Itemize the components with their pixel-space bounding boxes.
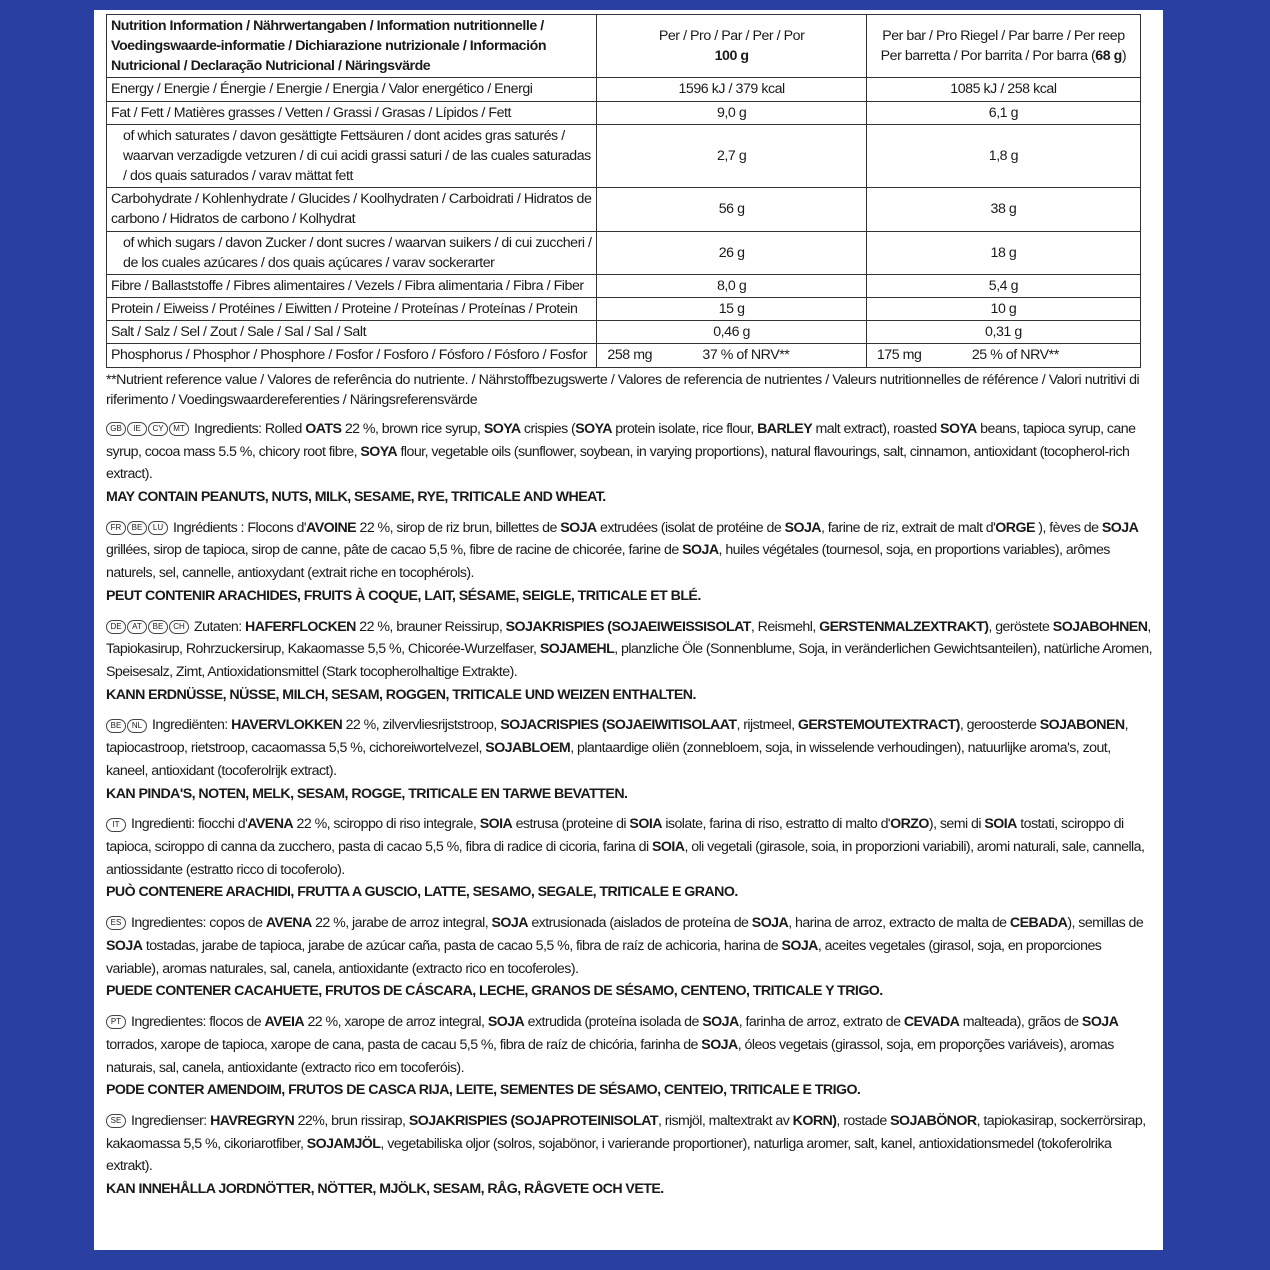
allergen-text: SOJABOHNEN	[1052, 618, 1148, 635]
country-code-icon: PT	[106, 1015, 126, 1029]
allergen-text: SOJAMEHL	[539, 641, 615, 658]
ingredient-text: Zutaten:	[194, 618, 246, 635]
nutrition-table	[106, 14, 1141, 368]
nrv-footnote: **Nutrient reference value / Valores de referência do nutriente. / Nährstoffbezugswerte / Valores de referencia de nutrientes / Valeurs nutritionnelles de référence / Valori nutritivi di riferimento / Voedingswaardereferenties / Näringsreferensvärde	[106, 371, 1140, 408]
value-per-100g: 26 g	[597, 231, 866, 274]
allergen-text: SOJAKRISPIES (SOJAPROTEINISOLAT	[408, 1112, 658, 1129]
allergen-text: SOJA	[781, 937, 818, 954]
nutrition-row	[107, 124, 1141, 187]
ingredients-block	[106, 1110, 1154, 1201]
allergen-text: HAFERFLOCKEN	[245, 618, 356, 635]
ingredient-text: , farine de riz, extrait de malt d'	[821, 519, 996, 536]
allergen-text: SOYA	[360, 443, 398, 460]
allergen-text: SOJABÖNOR	[890, 1112, 977, 1129]
country-code-icon: FR	[106, 521, 126, 535]
allergen-text: OATS	[305, 420, 342, 437]
allergen-text: SOYA	[575, 420, 612, 437]
header-title: Nutrition Information / Nährwertangaben / Information nutritionnelle / Voedingswaarde-informatie / Dichiarazione nutrizionale / Información Nutricional / Declaração Nutricional / Näringsvärde	[111, 18, 547, 75]
country-code-icon: DE	[106, 620, 126, 634]
ingredient-text: tostati, sciroppo di tapioca, sciroppo di canna da zucchero, pasta di cacao 5,5 %, fibra di radice di cicoria, farina di	[106, 816, 1124, 856]
allergen-warning: PODE CONTER AMENDOIM, FRUTOS DE CASCA RIJA, LEITE, SEMENTES DE SÉSAMO, CENTEIO, TRITICALE E TRIGO.	[106, 1082, 861, 1099]
allergen-text: SOJA	[1101, 519, 1139, 536]
value-per-bar: 5,4 g	[866, 274, 1140, 297]
nutrition-row	[107, 101, 1141, 124]
ingredient-text: , tapiocastroop, rietstroop, cacaomassa 5,5 %, cichoreiwortelvezel,	[106, 717, 1129, 757]
allergen-text: CEBADA	[1009, 915, 1068, 932]
ingredient-text: , huiles végétales (tournesol, soja, en proportions variables), arômes naturels, sel, cannelle, antioxydant (extrait riche en tocophérols).	[106, 542, 1110, 582]
ingredient-text: , Reismehl,	[750, 618, 820, 635]
allergen-text: SOJACRISPIES (SOJAEIWITISOLAAT	[500, 717, 737, 734]
ingredient-text: , geröstete	[988, 618, 1053, 635]
ingredient-text: tostadas, jarabe de tapioca, jarabe de azúcar caña, pasta de cacao 5,5 %, fibra de raíz de achicoria, harina de	[142, 937, 782, 954]
allergen-text: ORZO	[890, 816, 929, 833]
value-per-bar: 6,1 g	[866, 101, 1140, 124]
ingredient-text: torrados, xarope de tapioca, xarope de cana, pasta de cacau 5,5 %, fibra de raíz de chicória, farinha de	[106, 1036, 702, 1053]
ingredient-text: extrudida (proteína isolada de	[524, 1014, 703, 1031]
phosphorus-nrv-bar: 25 % of NRV**	[971, 347, 1059, 364]
ingredient-text: , farinha de arroz, extrato de	[738, 1014, 904, 1031]
allergen-text: KORN)	[792, 1112, 837, 1129]
allergen-text: GERSTEMOUTEXTRACT)	[797, 717, 960, 734]
allergen-text: SOJA	[487, 1014, 525, 1031]
allergen-text: GERSTENMALZEXTRAKT)	[819, 618, 989, 635]
allergen-text: SOJA	[560, 519, 597, 536]
allergen-text: SOJA	[701, 1036, 738, 1053]
allergen-warning: PUÒ CONTENERE ARACHIDI, FRUTTA A GUSCIO, LATTE, SESAMO, SEGALE, TRITICALE E GRANO.	[106, 884, 738, 901]
allergen-warning: PEUT CONTENIR ARACHIDES, FRUITS À COQUE, LAIT, SÉSAME, SEIGLE, TRITICALE ET BLÉ.	[106, 587, 701, 604]
label-content	[106, 14, 1154, 1201]
allergen-text: HAVERVLOKKEN	[231, 717, 343, 734]
ingredient-text: 22 %, brauner Reissirup,	[355, 618, 506, 635]
value-per-bar: 1085 kJ / 258 kcal	[866, 78, 1140, 101]
country-codes	[106, 813, 127, 836]
ingredient-text: Ingredientes: flocos de	[131, 1014, 265, 1031]
ingredient-text: , vegetabiliska oljor (solros, sojabönor, i varierande proportioner), naturliga aromer, salt, kanel, antioxidationsmedel (tokoferolrika extrakt).	[106, 1135, 1112, 1175]
ingredient-text: 22 %, jarabe de arroz integral,	[311, 915, 492, 932]
ingredient-text: , rostade	[836, 1112, 891, 1129]
ingredient-text: 22%, brun rissirap,	[294, 1112, 409, 1129]
ingredient-text: 22 %, sirop de riz brun, billettes de	[356, 519, 561, 536]
country-codes	[106, 912, 127, 935]
country-code-icon: ES	[106, 916, 126, 930]
allergen-text: HAVREGRYN	[210, 1112, 295, 1129]
allergen-text: SOYA	[940, 420, 977, 437]
header-per-bar-end: )	[1121, 48, 1127, 65]
value-per-100g: 0,46 g	[597, 321, 866, 344]
allergen-text: SOIA	[629, 816, 662, 833]
allergen-text: SOJAKRISPIES (SOJAEIWEISSISOLAT	[505, 618, 751, 635]
nutrition-row	[107, 274, 1141, 297]
value-per-bar: 18 g	[866, 231, 1140, 274]
country-code-icon: BE	[106, 719, 126, 733]
ingredient-text: extrusionada (aislados de proteína de	[527, 915, 752, 932]
country-code-icon: BE	[127, 521, 147, 535]
ingredients-block	[106, 616, 1154, 707]
allergen-text: AVENA	[265, 915, 312, 932]
ingredient-text: , geroosterde	[959, 717, 1040, 734]
ingredient-text: extrudées (isolat de protéine de	[596, 519, 785, 536]
ingredient-text: Ingredienti: fiocchi d'	[131, 816, 248, 833]
ingredient-text: , rismjöl, maltextrakt av	[657, 1112, 793, 1129]
country-code-icon: IT	[106, 818, 126, 832]
value-per-bar: 38 g	[866, 188, 1140, 231]
ingredient-text: Ingredienser:	[131, 1112, 211, 1129]
country-code-icon: GB	[106, 422, 126, 436]
value-per-100g: 1596 kJ / 379 kcal	[597, 78, 866, 101]
ingredient-text: , rijstmeel,	[736, 717, 798, 734]
table-header-row	[107, 15, 1141, 78]
nutrition-row	[107, 298, 1141, 321]
allergen-text: SOJA	[784, 519, 821, 536]
allergen-text: SOYA	[483, 420, 521, 437]
header-per-bar-text: Per bar / Pro Riegel / Par barre / Per reep Per barretta / Por barrita / Por barra (	[880, 28, 1125, 65]
header-per-bar-weight: 68 g	[1095, 48, 1122, 65]
ingredient-text: estrusa (proteine di	[512, 816, 630, 833]
ingredient-text: , planzliche Öle (Sonnenblume, Soja, in veränderlichen Gewichtsanteilen), natürliche Aromen, Speisesalz, Zimt, Antioxidationsmittel (Stark tocopherolhaltige Extrakte).	[106, 641, 1152, 680]
country-code-icon: NL	[127, 719, 147, 733]
country-code-icon: AT	[127, 620, 147, 634]
allergen-text: AVEIA	[264, 1014, 305, 1031]
allergen-text: SOJA	[1081, 1014, 1119, 1031]
allergen-warning: PUEDE CONTENER CACAHUETE, FRUTOS DE CÁSCARA, LECHE, GRANOS DE SÉSAMO, CENTENO, TRITICALE Y TRIGO.	[106, 983, 883, 1000]
allergen-warning: KAN PINDA'S, NOTEN, MELK, SESAM, ROGGE, TRITICALE EN TARWE BEVATTEN.	[106, 785, 628, 802]
ingredient-text: , oli vegetali (girasole, soia, in proporzioni variabili), aromi naturali, sale, cannella, antiossidante (estratto ricco di tocoferolo).	[106, 839, 1145, 878]
value-per-100g: 8,0 g	[597, 274, 866, 297]
country-code-icon: LU	[148, 521, 168, 535]
ingredient-text: protein isolate, rice flour,	[611, 420, 758, 437]
ingredient-text: ), fèves de	[1034, 519, 1102, 536]
ingredient-text: , plantaardige oliën (zonnebloem, soja, in wisselende verhoudingen), natuurlijke aroma's, zout, kaneel, antioxidant (tocoferolrijk extract).	[106, 740, 1111, 779]
value-per-100g: 9,0 g	[597, 101, 866, 124]
value-per-bar: 1,8 g	[866, 124, 1140, 187]
ingredient-text: , aceites vegetales (girasol, soja, en proporciones variable), aromas naturales, sal, canela, antioxidante (extracto rico en tocoferoles).	[106, 937, 1102, 977]
allergen-text: AVOINE	[306, 519, 357, 536]
nutrition-row-phosphorus	[107, 344, 1141, 367]
nutrition-row	[107, 321, 1141, 344]
value-per-100g: 56 g	[597, 188, 866, 231]
country-codes	[106, 517, 169, 540]
label-panel	[94, 10, 1163, 1250]
nutrient-name: of which saturates / davon gesättigte Fettsäuren / dont acides gras saturés / waarvan verzadigde vetzuren / di cui acidi grassi saturi / de las cuales saturadas / dos quais saturados / varav mättat fett	[107, 124, 597, 187]
ingredient-text: crispies (	[520, 420, 576, 437]
nutrition-row	[107, 78, 1141, 101]
value-per-bar	[866, 344, 1140, 367]
header-per-100g-line2: 100 g	[714, 48, 749, 65]
ingredient-text: Ingrediënten:	[152, 717, 232, 734]
country-codes	[106, 714, 148, 737]
nutrition-row	[107, 231, 1141, 274]
allergen-text: AVENA	[247, 816, 294, 833]
allergen-text: SOIA	[479, 816, 513, 833]
ingredients-block	[106, 418, 1154, 509]
value-per-100g: 15 g	[597, 298, 866, 321]
ingredient-text: isolate, farina di riso, estratto di malto d'	[661, 816, 891, 833]
nutrient-name: of which sugars / davon Zucker / dont sucres / waarvan suikers / di cui zuccheri / de los cuales azúcares / dos quais açúcares / varav sockerarter	[107, 231, 597, 274]
allergen-warning: KANN ERDNÜSSE, NÜSSE, MILCH, SESAM, ROGGEN, TRITICALE UND WEIZEN ENTHALTEN.	[106, 686, 696, 703]
allergen-text: SOJA	[491, 915, 528, 932]
ingredients-block	[106, 813, 1154, 904]
country-codes	[106, 616, 190, 639]
country-code-icon: MT	[169, 422, 189, 436]
value-per-100g	[597, 344, 866, 367]
ingredient-text: , Tapiokasirup, Rohrzuckersirup, Kakaomasse 5,5 %, Chicorée-Wurzelfaser,	[106, 618, 1151, 658]
allergen-text: SOJA	[702, 1014, 739, 1031]
nutrient-name: Protein / Eiweiss / Protéines / Eiwitten / Proteine / Proteínas / Proteínas / Protein	[107, 298, 597, 321]
ingredients-block	[106, 912, 1154, 1003]
ingredients-block	[106, 1011, 1154, 1102]
ingredient-text: , harina de arroz, extracto de malta de	[788, 915, 1010, 932]
country-code-icon: BE	[148, 620, 168, 634]
ingredient-text: grillées, sirop de tapioca, sirop de canne, pâte de cacao 5,5 %, fibre de racine de chicorée, farine de	[106, 542, 683, 559]
ingredient-text: 22 %, sciroppo di riso integrale,	[293, 816, 480, 833]
ingredient-text: beans, tapioca syrup, cane syrup, cocoa mass 5.5 %, chicory root fibre,	[106, 420, 1136, 460]
allergen-text: SOJA	[106, 937, 143, 954]
ingredient-text: Ingrédients : Flocons d'	[173, 519, 307, 536]
allergen-text: SOIA	[651, 839, 685, 856]
allergen-warning: MAY CONTAIN PEANUTS, NUTS, MILK, SESAME, RYE, TRITICALE AND WHEAT.	[106, 488, 606, 505]
country-code-icon: CH	[169, 620, 189, 634]
ingredient-text: ), semi di	[928, 816, 985, 833]
nutrient-name: Phosphorus / Phosphor / Phosphore / Fosfor / Fosforo / Fósforo / Fósforo / Fosfor	[107, 344, 597, 367]
value-per-bar: 0,31 g	[866, 321, 1140, 344]
country-codes	[106, 1011, 127, 1034]
allergen-text: CEVADA	[903, 1014, 960, 1031]
allergen-text: SOJA	[682, 542, 719, 559]
nutrient-name: Salt / Salz / Sel / Zout / Sale / Sal / Sal / Salt	[107, 321, 597, 344]
ingredient-text: flour, vegetable oils (sunflower, soybean, in varying proportions), natural flavourings, salt, cinnamon, antioxidant (tocopherol-rich extract).	[106, 443, 1130, 483]
nutrient-name: Fibre / Ballaststoffe / Fibres alimentaires / Vezels / Fibra alimentaria / Fibra / Fiber	[107, 274, 597, 297]
ingredient-text: , óleos vegetais (girassol, soja, em proporções variáveis), aromas naturais, sal, canela, antioxidante (extracto rico em tocoferóis).	[106, 1036, 1114, 1076]
allergen-text: ORGE	[995, 519, 1035, 536]
country-code-icon: IE	[127, 422, 147, 436]
ingredient-text: 22 %, zilvervliesrijststroop,	[342, 717, 501, 734]
nutrition-row	[107, 188, 1141, 231]
ingredient-text: , tapiokasirap, sockerrörsirap, kakaomassa 5,5 %, cikoriarotfiber,	[106, 1112, 1146, 1152]
allergen-text: BARLEY	[757, 420, 813, 437]
ingredient-text: 22 %, brown rice syrup,	[341, 420, 484, 437]
header-name-cell	[107, 15, 597, 78]
country-code-icon: SE	[106, 1114, 126, 1128]
allergen-text: SOJA	[751, 915, 789, 932]
allergen-warning: KAN INNEHÅLLA JORDNÖTTER, NÖTTER, MJÖLK, SESAM, RÅG, RÅGVETE OCH VETE.	[106, 1181, 664, 1198]
phosphorus-nrv-100g: 37 % of NRV**	[702, 347, 790, 364]
ingredients-section	[106, 418, 1154, 1201]
nutrient-name: Energy / Energie / Énergie / Energie / Energia / Valor energético / Energi	[107, 78, 597, 101]
nutrient-name: Fat / Fett / Matières grasses / Vetten / Grassi / Grasas / Lípidos / Fett	[107, 101, 597, 124]
nutrient-name: Carbohydrate / Kohlenhydrate / Glucides / Koolhydraten / Carboidrati / Hidratos de carbono / Hidratos de carbono / Kolhydrat	[107, 188, 597, 231]
ingredient-text: ), semillas de	[1067, 915, 1144, 932]
ingredient-text: malt extract), roasted	[812, 420, 941, 437]
value-per-bar: 10 g	[866, 298, 1140, 321]
phosphorus-amount-bar: 175 mg	[876, 347, 922, 364]
ingredient-text: 22 %, xarope de arroz integral,	[304, 1014, 488, 1031]
header-per-100g	[597, 15, 866, 78]
header-per-bar	[866, 15, 1140, 78]
country-code-icon: CY	[148, 422, 168, 436]
allergen-text: SOJABLOEM	[485, 740, 571, 757]
country-codes	[106, 418, 190, 441]
ingredient-text: malteada), grãos de	[959, 1014, 1082, 1031]
phosphorus-amount-100g: 258 mg	[607, 347, 653, 364]
header-per-100g-line1: Per / Pro / Par / Per / Por	[658, 28, 805, 45]
allergen-text: SOJAMJÖL	[306, 1135, 381, 1152]
allergen-text: SOIA	[984, 816, 1017, 833]
country-codes	[106, 1110, 127, 1133]
ingredient-text: Ingredientes: copos de	[131, 915, 266, 932]
ingredient-text: Ingredients: Rolled	[194, 420, 306, 437]
ingredients-block	[106, 714, 1154, 805]
ingredients-block	[106, 517, 1154, 608]
value-per-100g: 2,7 g	[597, 124, 866, 187]
allergen-text: SOJABONEN	[1039, 717, 1125, 734]
